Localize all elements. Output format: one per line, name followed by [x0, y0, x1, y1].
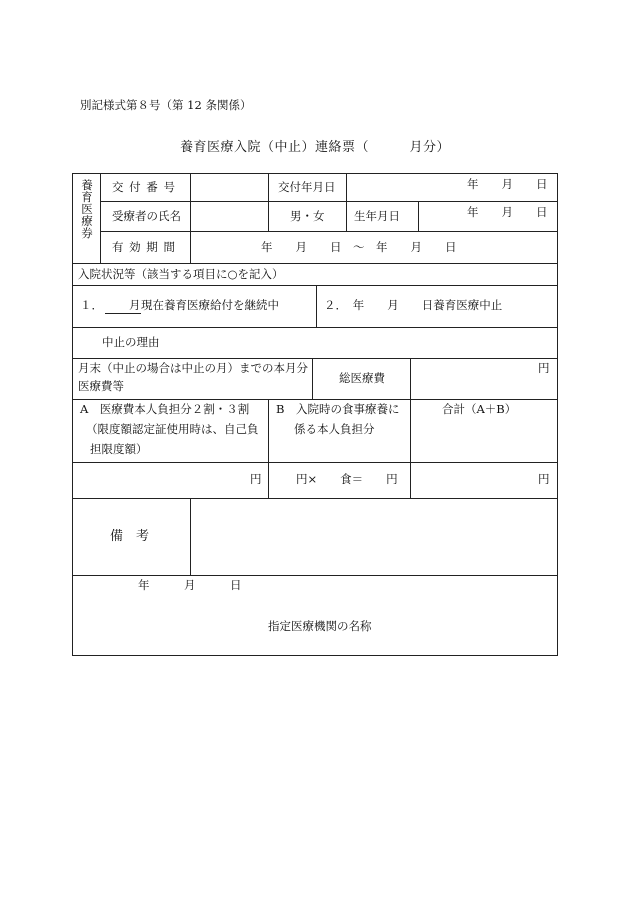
row-line [100, 201, 558, 202]
table-border-bottom [72, 655, 558, 656]
row-line [72, 358, 558, 359]
validity-value: 年 月 日 ～ 年 月 日 [261, 240, 457, 254]
total-value-unit: 円 [538, 472, 550, 486]
stop-reason-label: 中止の理由 [102, 335, 160, 349]
row-line [72, 462, 558, 463]
a-value-unit: 円 [250, 472, 262, 486]
contact-form-table [72, 173, 558, 656]
gender-label: 男・女 [290, 209, 325, 223]
total-medical-yen: 円 [538, 361, 550, 375]
col-line [190, 173, 191, 263]
table-border-right [557, 173, 558, 656]
issue-date-value: 年 月 日 [467, 177, 548, 191]
institution-name-label: 指定医療機関の名称 [268, 619, 372, 633]
patient-name-label: 受療者の氏名 [112, 209, 181, 223]
option2-text: ２． 年 月 日養育医療中止 [324, 298, 503, 312]
footer-date: 年 月 日 [138, 578, 242, 592]
option1-number: １． [80, 298, 103, 312]
col-b-line2: 係る本人負担分 [294, 422, 375, 436]
row-line [72, 327, 558, 328]
col-line [346, 173, 347, 231]
month-blank-underline [105, 313, 141, 314]
issue-date-label: 交付年月日 [278, 180, 336, 194]
col-a-line3: 担限度額） [90, 442, 148, 456]
total-a-plus-b-label: 合計（A＋B） [442, 402, 517, 416]
col-line [312, 358, 313, 399]
col-line [100, 173, 101, 263]
row-line [100, 231, 558, 232]
option1-text: 現在養育医療給付を継続中 [141, 298, 279, 312]
col-a-line1: A 医療費本人負担分２割・３割 [80, 402, 250, 416]
monthly-cost-label-line2: 医療費等 [78, 379, 124, 393]
table-border-top [72, 173, 558, 174]
col-a-line2: （限度額認定証使用時は、自己負 [86, 422, 259, 436]
col-line [190, 498, 191, 575]
row-line [72, 263, 558, 264]
col-line [268, 173, 269, 231]
row-line [72, 285, 558, 286]
col-line [268, 399, 269, 498]
form-title: 養育医療入院（中止）連絡票（ 月分） [179, 140, 450, 155]
total-medical-label: 総医療費 [339, 371, 385, 385]
col-b-line1: B 入院時の食事療養に [276, 402, 400, 416]
admission-status-label: 入院状況等（該当する項目に○を記入） [78, 267, 284, 281]
monthly-cost-label-line1: 月末（中止の場合は中止の月）までの本月分 [78, 361, 308, 375]
form-number-note: 別記様式第８号（第 12 条関係） [80, 98, 252, 112]
validity-label: 有 効 期 間 [112, 240, 176, 254]
coupon-section-label: 養育医療券 [81, 178, 93, 240]
table-border-left [72, 173, 73, 656]
birth-date-value: 年 月 日 [467, 205, 548, 219]
col-line [410, 399, 411, 498]
col-line [418, 201, 419, 231]
row-line [72, 498, 558, 499]
row-line [72, 399, 558, 400]
issue-number-label: 交 付 番 号 [112, 180, 176, 194]
remarks-label: 備 考 [110, 529, 150, 544]
col-line [410, 358, 411, 399]
col-line [316, 285, 317, 327]
row-line [72, 575, 558, 576]
b-value-formula: 円× 食＝ 円 [296, 472, 398, 486]
birth-date-label: 生年月日 [354, 209, 400, 223]
option1-month: 月 [129, 298, 141, 312]
